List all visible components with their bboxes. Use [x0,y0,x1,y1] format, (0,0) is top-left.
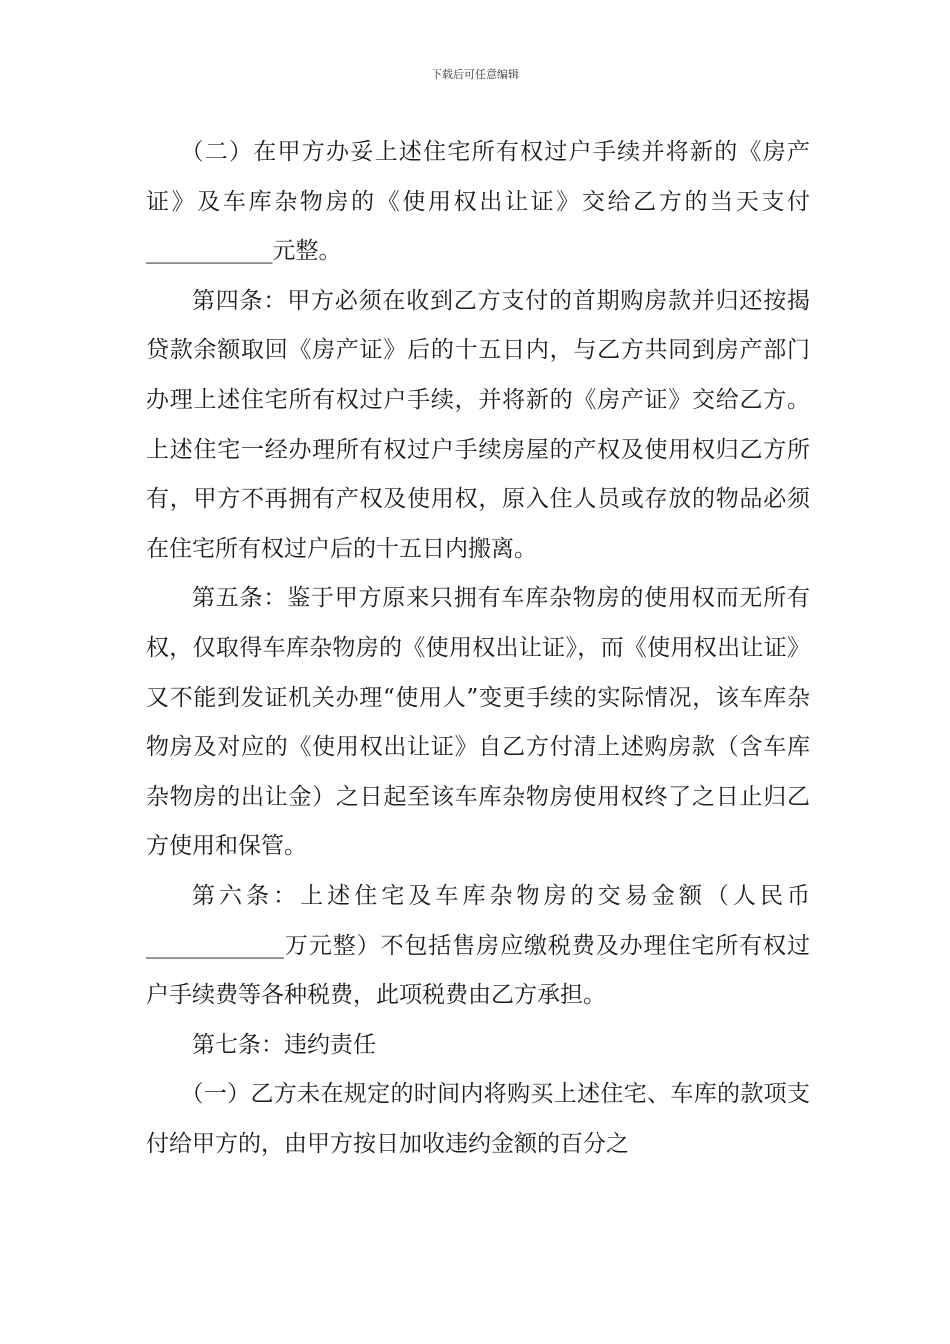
document-body [146,128,810,1169]
paragraph-article-7-heading: 第七条：违约责任 [192,1031,376,1058]
paragraph-article-5: 第五条：鉴于甲方原来只拥有车库杂物房的使用权而无所有权，仅取得车库杂物房的《使用权出让证》，而《使用权出让证》又不能到发证机关办理“使用人”变更手续的实际情况，该车库杂物房及对应的《使用权出让证》自乙方付清上述购房款（含车库杂物房的出让金）之日起至该车库杂物房使用权终了之日止归乙方使用和保管。 [146,585,810,860]
paragraph-article-7-item-1: （一）乙方未在规定的时间内将购买上述住宅、车库的款项支付给甲方的，由甲方按日加收违约金额的百分之 [146,1081,810,1157]
paragraph-article-6: 第六条：上述住宅及车库杂物房的交易金额（人民币____________万元整）不包括售房应缴税费及办理住宅所有权过户手续费等各种税费，此项税费由乙方承担。 [146,882,810,1009]
paragraph-article-4: 第四条：甲方必须在收到乙方支付的首期购房款并归还按揭贷款余额取回《房产证》后的十五日内，与乙方共同到房产部门办理上述住宅所有权过户手续，并将新的《房产证》交给乙方。上述住宅一经办理所有权过户手续房屋的产权及使用权归乙方所有，甲方不再拥有产权及使用权，原入住人员或存放的物品必须在住宅所有权过户后的十五日内搬离。 [146,287,810,562]
page-header: 下载后可任意编辑 [431,68,519,81]
paragraph-payment-clause: （二）在甲方办妥上述住宅所有权过户手续并将新的《房产证》及车库杂物房的《使用权出让证》交给乙方的当天支付___________元整。 [146,139,810,265]
